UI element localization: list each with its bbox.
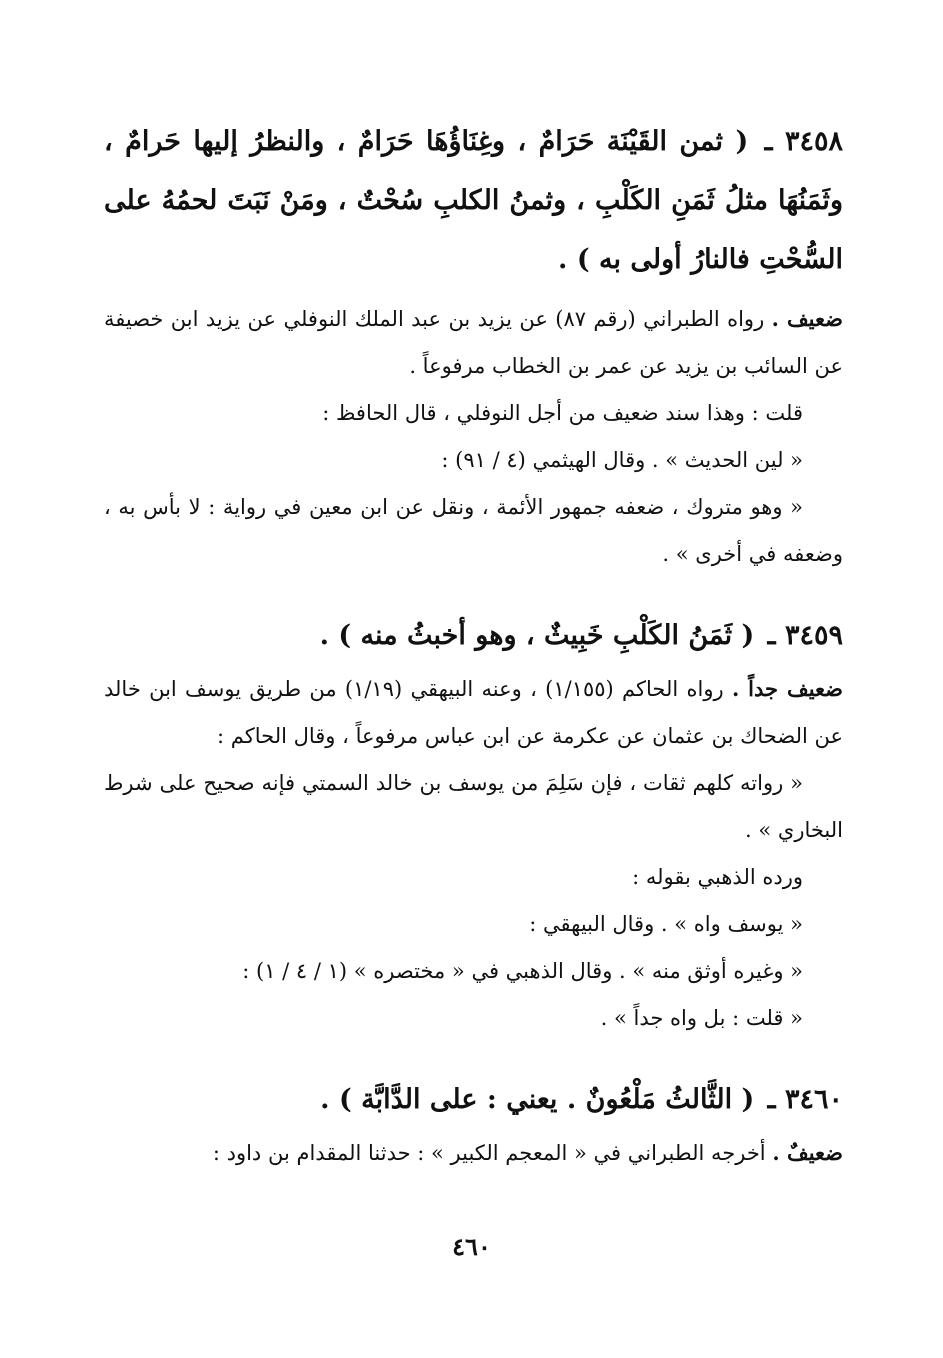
grade-label: ضعيف جداً . <box>731 676 843 701</box>
commentary-text: أخرجه الطبراني في « المعجم الكبير » : حدثنا المقدام بن داود : <box>212 1141 766 1165</box>
commentary-paragraph: ورده الذهبي بقوله : <box>632 865 803 889</box>
commentary-text: رواه الطبراني (رقم ٨٧) عن يزيد بن عبد الملك النوفلي عن يزيد ابن خصيفة عن السائب بن يزيد عن عمر بن الخطاب مرفوعاً . <box>104 307 843 378</box>
commentary-paragraph: « وغيره أوثق منه » . وقال الذهبي في « مختصره » (١ / ٤ / ١) : <box>242 959 803 983</box>
commentary-paragraph <box>104 1129 843 1177</box>
page-number: ٤٦٠ <box>452 1232 491 1261</box>
hadith-text: ( ثَمَنُ الكَلْبِ خَبِيثٌ ، وهو أخبثُ منه ) . <box>319 620 755 651</box>
commentary-paragraph: « رواته كلهم ثقات ، فإن سَلِمَ من يوسف بن خالد السمتي فإنه صحيح على شرط البخاري » . <box>104 771 843 842</box>
commentary-paragraph <box>104 295 843 390</box>
grade-label: ضعيفٌ . <box>772 1140 843 1165</box>
commentary-paragraph: قلت : وهذا سند ضعيف من أجل النوفلي ، قال الحافظ : <box>322 401 803 425</box>
hadith-3460 <box>104 1070 843 1129</box>
hadith-3458 <box>104 112 843 289</box>
grade-label: ضعيف . <box>771 306 843 331</box>
hadith-number: ٣٤٥٨ ـ <box>764 126 843 157</box>
hadith-3459 <box>104 606 843 665</box>
commentary-paragraph: « يوسف واه » . وقال البيهقي : <box>529 912 803 936</box>
commentary-paragraph <box>104 665 843 760</box>
commentary-text: رواه الحاكم (١/١٥٥) ، وعنه البيهقي (١/١٩) من طريق يوسف ابن خالد عن الضحاك بن عثمان عن عكرمة عن ابن عباس مرفوعاً ، وقال الحاكم : <box>104 677 843 748</box>
hadith-number: ٣٤٦٠ ـ <box>767 1084 843 1115</box>
hadith-number: ٣٤٥٩ ـ <box>767 620 843 651</box>
commentary-paragraph: « لين الحديث » . وقال الهيثمي (٤ / ٩١) : <box>441 448 803 472</box>
commentary-paragraph: « قلت : بل واه جداً » . <box>600 1006 803 1030</box>
hadith-text: ( الثَّالثُ مَلْعُونٌ . يعني : على الدَّابَّة ) . <box>320 1084 755 1115</box>
hadith-text: ( ثمن القَيْنَة حَرَامٌ ، وغِنَاؤُهَا حَرَامٌ ، والنظرُ إليها حَرامٌ ، وثَمَنُهَا مثلُ ثَمَنِ الكَلْبِ ، وثمنُ الكلبِ سُحْتٌ ، ومَنْ نَبَتَ لحمُهُ على السُّحْتِ فالنارُ أولى به ) . <box>104 126 843 275</box>
commentary-paragraph: « وهو متروك ، ضعفه جمهور الأئمة ، ونقل عن ابن معين في رواية : لا بأس به ، وضعفه في أخرى » . <box>104 495 843 566</box>
